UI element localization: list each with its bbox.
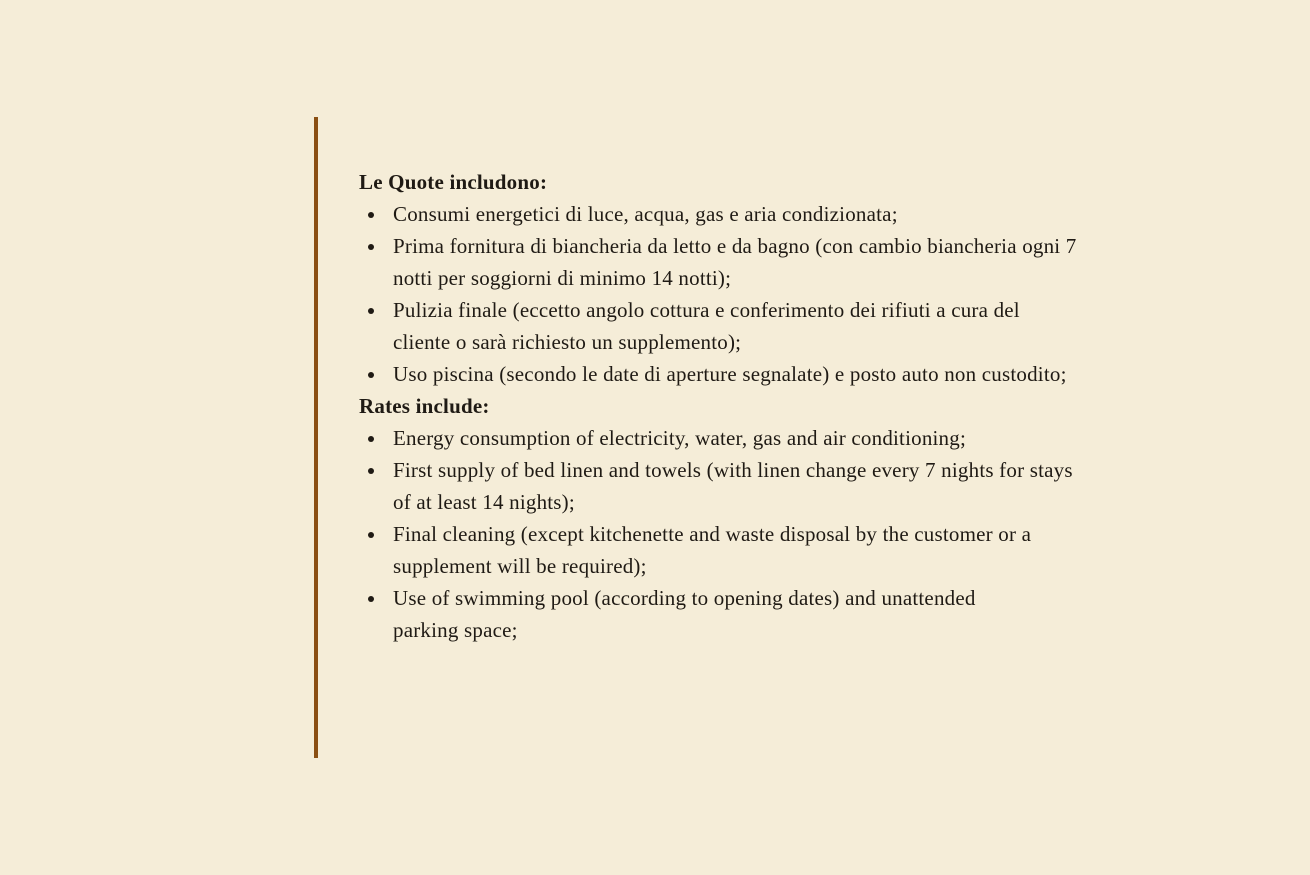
bullet-icon (368, 596, 374, 602)
section-heading-italian: Le Quote includono: (359, 170, 548, 194)
section-heading-english: Rates include: (359, 394, 490, 418)
list-item-text: Use of swimming pool (according to opening dates) and unattended parking space; (393, 586, 976, 642)
list-item (359, 230, 1083, 294)
bullet-icon (368, 308, 374, 314)
list-item (359, 582, 1043, 646)
list-item (359, 358, 1073, 390)
accent-bar (314, 117, 318, 758)
list-item (359, 422, 1013, 454)
bullet-icon (368, 372, 374, 378)
list-item-text: Uso piscina (secondo le date di aperture segnalate) e posto auto non custodito; (393, 362, 1067, 386)
list-item (359, 518, 1083, 582)
bullet-icon (368, 212, 374, 218)
bullet-icon (368, 532, 374, 538)
italian-includes-list (359, 198, 1079, 390)
list-item-text: Final cleaning (except kitchenette and waste disposal by the customer or a supplement will be required); (393, 522, 1032, 578)
list-item-text: Prima fornitura di biancheria da letto e da bagno (con cambio biancheria ogni 7 notti per soggiorni di minimo 14 notti); (393, 234, 1077, 290)
list-item (359, 294, 1053, 358)
list-item-text: Pulizia finale (eccetto angolo cottura e conferimento dei rifiuti a cura del cliente o sarà richiesto un supplemento); (393, 298, 1020, 354)
bullet-icon (368, 468, 374, 474)
list-item-text: Energy consumption of electricity, water, gas and air conditioning; (393, 426, 966, 450)
list-item (359, 454, 1083, 518)
list-item (359, 198, 1083, 230)
rates-content (359, 166, 1079, 646)
bullet-icon (368, 436, 374, 442)
bullet-icon (368, 244, 374, 250)
list-item-text: First supply of bed linen and towels (with linen change every 7 nights for stays of at least 14 nights); (393, 458, 1073, 514)
english-includes-list (359, 422, 1079, 646)
list-item-text: Consumi energetici di luce, acqua, gas e aria condizionata; (393, 202, 898, 226)
